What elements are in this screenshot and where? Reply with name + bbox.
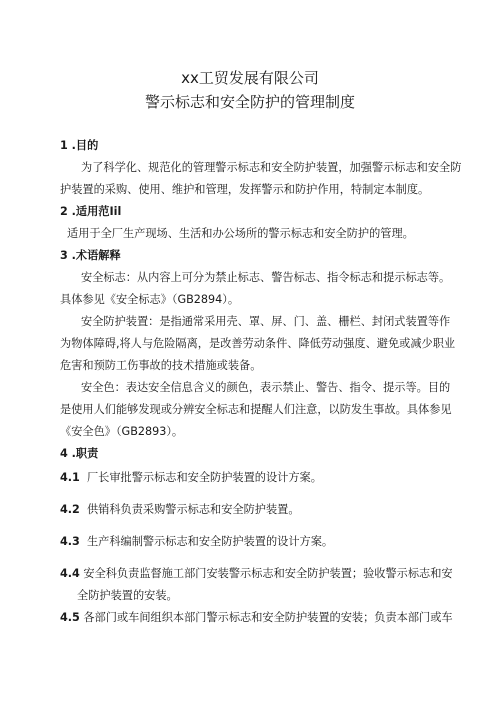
term-safety-color-cont: 是使用人们能够发现或分辨安全标志和提醒人们注意，以防发生事故。具体参见 <box>60 403 452 416</box>
duty-text: 各部门或车间组织本部门警示标志和安全防护装置的安装；负责本部门或车 <box>83 611 453 624</box>
document-title: 警示标志和安全防护的管理制度 <box>144 93 355 111</box>
company-title: xx工贸发展有限公司 <box>181 69 319 87</box>
term-safety-sign-cont: 具体参见《安全标志》（GB2894）。 <box>60 293 240 306</box>
term-protective-device: 安全防护装置：是指通常采用壳、罩、屏、门、盖、栅栏、封闭式装置等作 <box>81 315 451 328</box>
section-3-heading: 3 .术语解释 <box>60 249 121 262</box>
duty-number: 4.1 <box>60 471 80 484</box>
duty-text-cont: 全防护装置的安装。 <box>77 589 178 602</box>
term-protective-device-cont: 危害和预防工伤事故的技术措施或装备。 <box>60 359 262 372</box>
section-4-heading: 4 .职责 <box>60 447 99 460</box>
duty-item <box>60 471 322 485</box>
duty-text: 厂长审批警示标志和安全防护装置的设计方案。 <box>86 471 322 484</box>
duty-number: 4.5 <box>60 611 80 624</box>
duty-text: 生产科编制警示标志和安全防护装置的设计方案。 <box>86 535 334 548</box>
duty-text: 供销科负责采购警示标志和安全防护装置。 <box>86 503 300 516</box>
duty-number: 4.4 <box>60 567 80 580</box>
term-protective-device-cont: 为物体障碍,将人与危险隔离，是改善劳动条件、降低劳动强度、避免或减少职业 <box>60 337 456 350</box>
term-safety-color-cont: 《安全色》（GB2893）。 <box>60 425 184 438</box>
duty-item <box>60 567 453 581</box>
duty-text: 安全科负责监督施工部门安装警示标志和安全防护装置；验收警示标志和安 <box>83 567 453 580</box>
section-1-heading: 1 .目的 <box>60 139 99 152</box>
duty-number: 4.3 <box>60 535 80 548</box>
section-2-line: 适用于全厂生产现场、生活和办公场所的警示标志和安全防护的管理。 <box>67 227 414 240</box>
term-safety-sign: 安全标志：从内容上可分为禁止标志、警告标志、指令标志和提示标志等。 <box>81 271 451 284</box>
duty-item <box>60 503 300 517</box>
duty-item <box>60 611 453 625</box>
term-safety-color: 安全色：表达安全信息含义的颜色，表示禁止、警告、指令、提示等。目的 <box>81 381 451 394</box>
section-1-line: 护装置的采购、使用、维护和管理，发挥警示和防护作用，特制定本制度。 <box>60 183 430 196</box>
duty-number: 4.2 <box>60 503 80 516</box>
duty-item <box>60 535 333 549</box>
section-2-heading: 2 .适用范Iil <box>60 205 122 218</box>
section-1-line: 为了科学化、规范化的管理警示标志和安全防护装置，加强警示标志和安全防 <box>81 161 462 174</box>
